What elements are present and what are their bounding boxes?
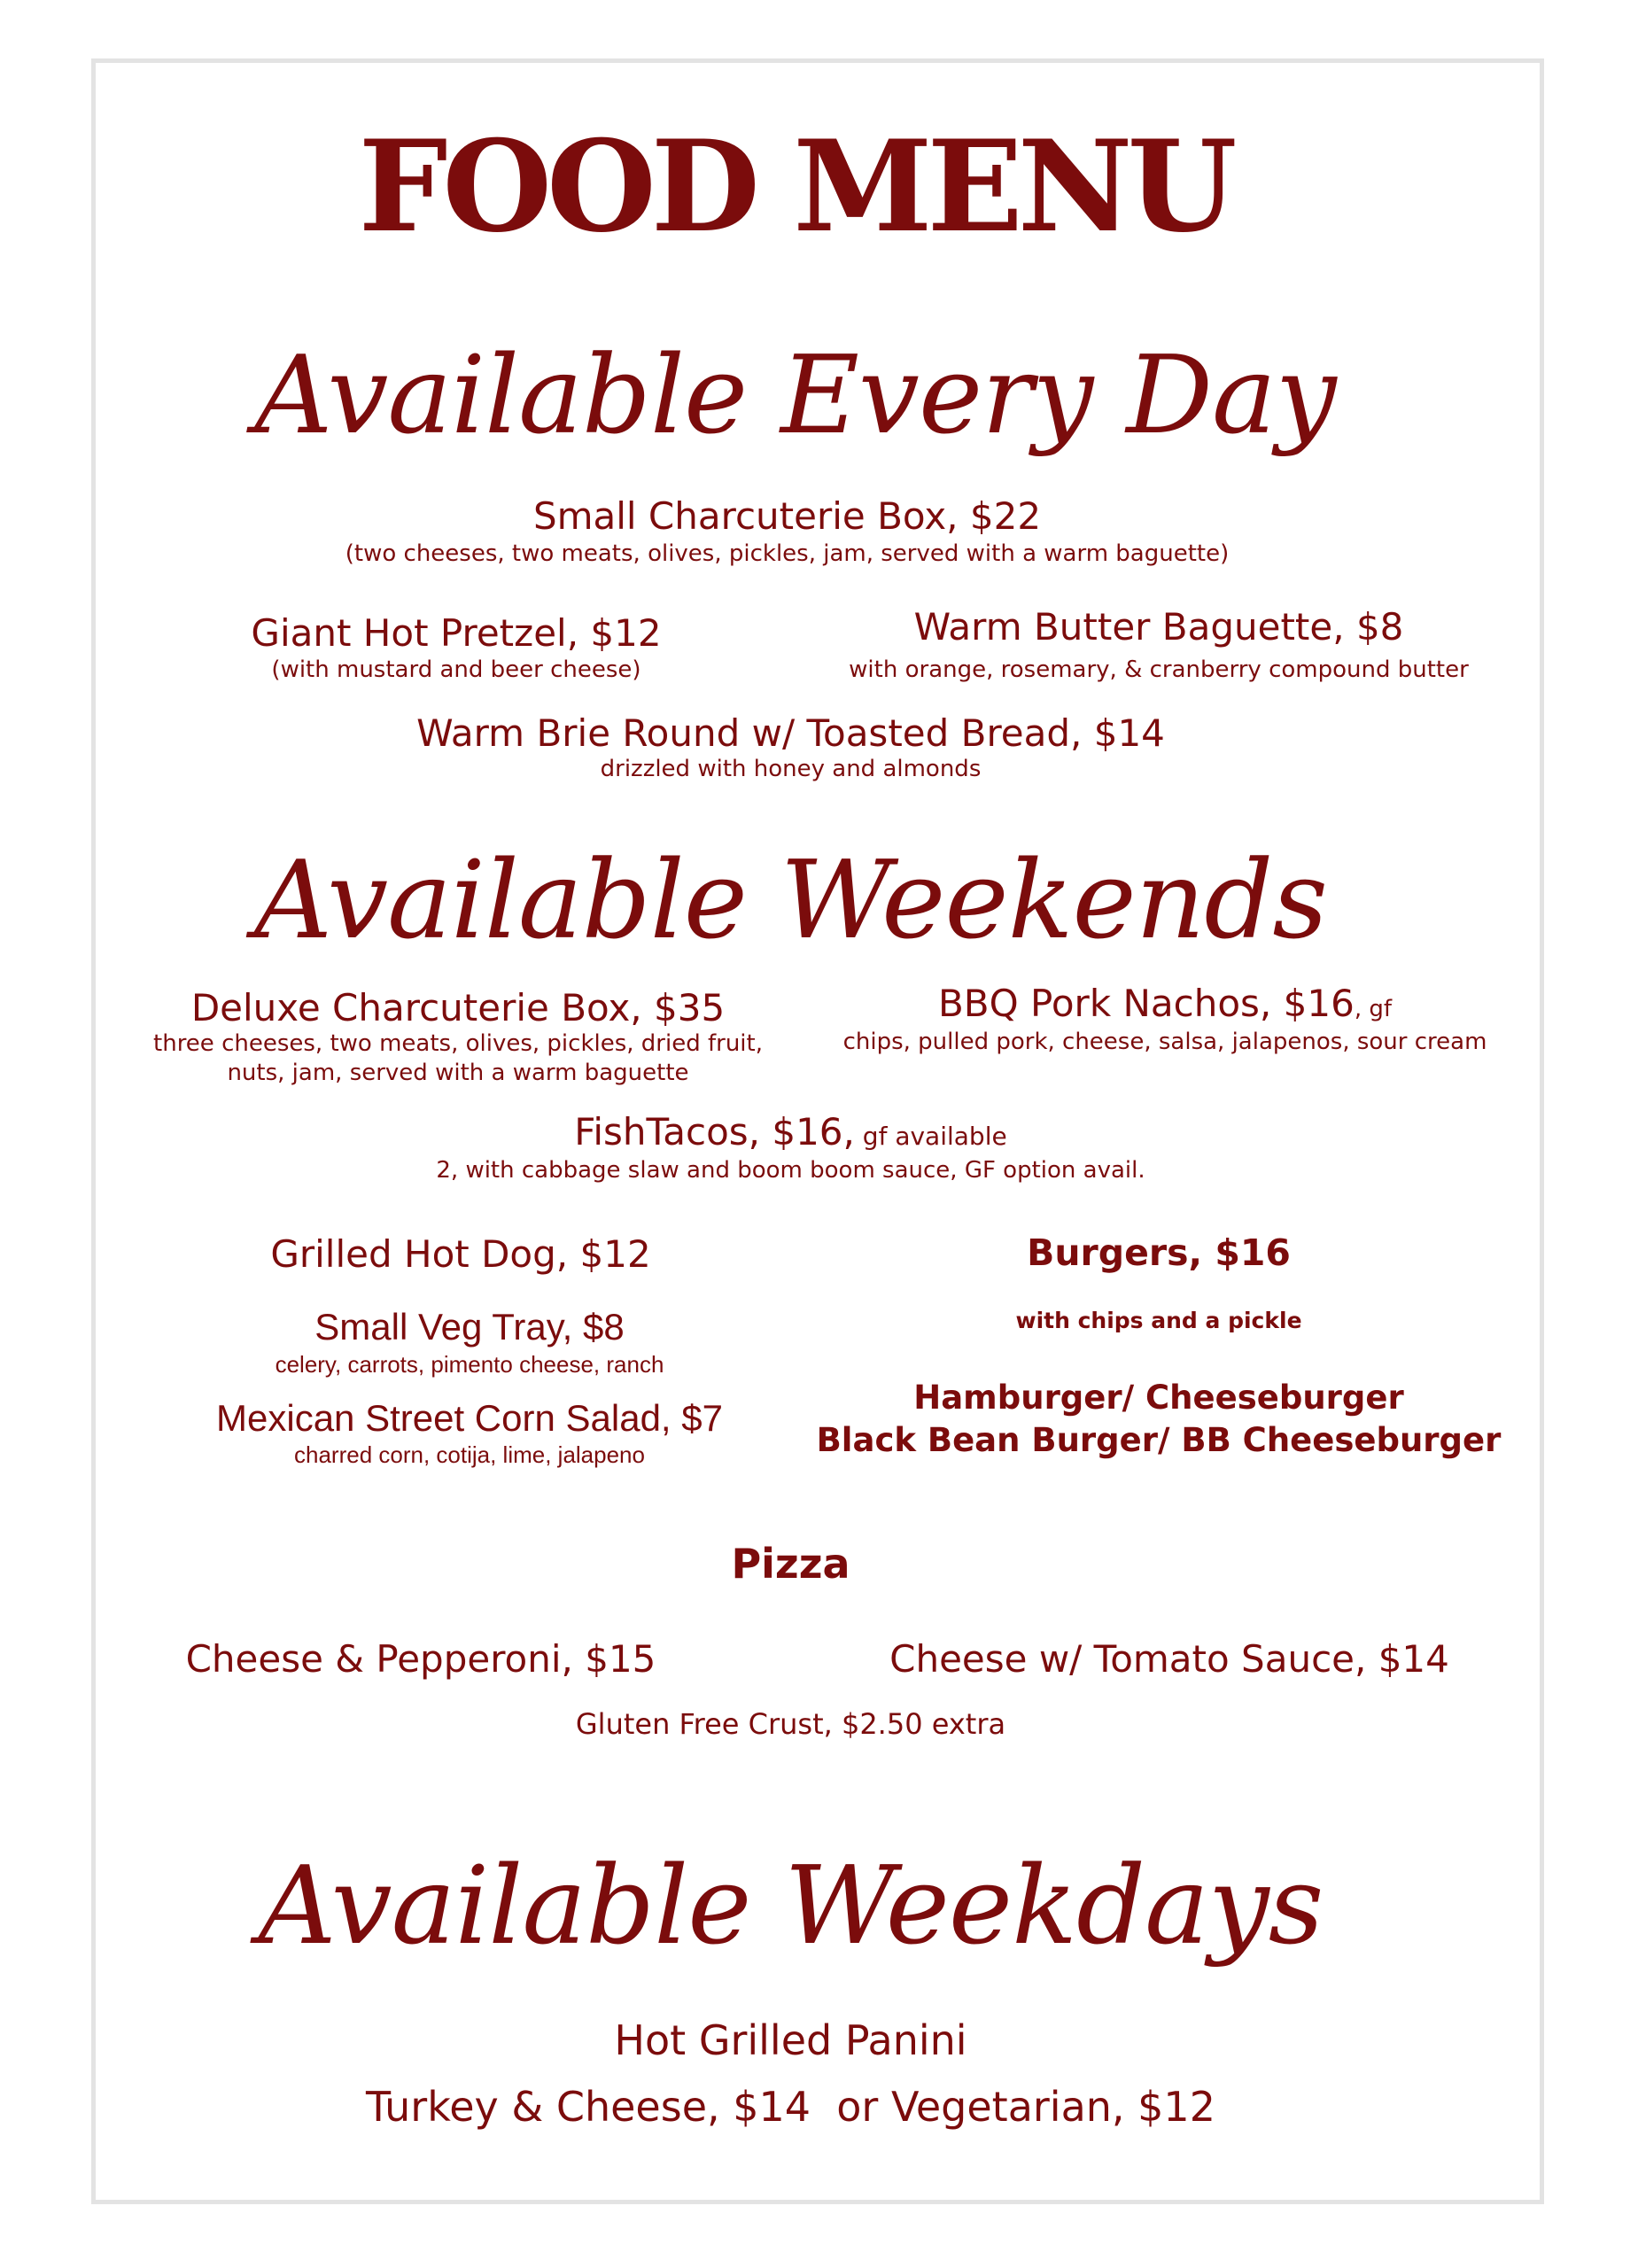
item-giant-hot-pretzel-desc: (with mustard and beer cheese) [271, 656, 641, 683]
item-small-charcuterie-box-desc: (two cheeses, two meats, olives, pickles, jam, served with a warm baguette) [345, 540, 1230, 567]
item-deluxe-charcuterie-box-desc-line1: three cheeses, two meats, olives, pickles, dried fruit, [153, 1030, 763, 1057]
item-mexican-street-corn-salad-desc: charred corn, cotija, lime, jalapeno [294, 1441, 645, 1468]
pizza-heading: Pizza [731, 1540, 850, 1588]
item-cheese-pepperoni-pizza: Cheese & Pepperoni, $15 [185, 1637, 656, 1681]
section-heading-weekdays: Available Weekdays [258, 1843, 1324, 1969]
item-bbq-pork-nachos-desc: chips, pulled pork, cheese, salsa, jalapenos, sour cream [842, 1029, 1487, 1055]
item-panini-options: Turkey & Cheese, $14 or Vegetarian, $12 [366, 2083, 1215, 2131]
item-small-veg-tray-desc: celery, carrots, pimento cheese, ranch [275, 1351, 664, 1378]
item-fish-tacos-name: FishTacos, $16, [574, 1110, 855, 1153]
item-small-charcuterie-box: Small Charcuterie Box, $22 [532, 494, 1042, 538]
item-bbq-pork-nachos-tag: , gf [1354, 996, 1392, 1022]
item-cheese-tomato-pizza: Cheese w/ Tomato Sauce, $14 [889, 1637, 1449, 1681]
item-bbq-pork-nachos-name: BBQ Pork Nachos, $16 [937, 982, 1355, 1025]
item-burgers: Burgers, $16 [1027, 1231, 1291, 1274]
item-giant-hot-pretzel: Giant Hot Pretzel, $12 [251, 611, 662, 655]
item-mexican-street-corn-salad: Mexican Street Corn Salad, $7 [216, 1397, 723, 1439]
item-grilled-hot-dog: Grilled Hot Dog, $12 [270, 1232, 651, 1276]
item-burgers-desc: with chips and a pickle [1015, 1308, 1302, 1333]
section-heading-weekends: Available Weekends [254, 837, 1327, 963]
item-burgers-line1: Hamburger/ Cheeseburger [913, 1379, 1404, 1417]
item-deluxe-charcuterie-box-desc-line2: nuts, jam, served with a warm baguette [227, 1060, 689, 1086]
item-fish-tacos-tag: gf available [854, 1122, 1007, 1151]
item-warm-brie-round-desc: drizzled with honey and almonds [600, 756, 982, 782]
menu-title: FOOD MENU [358, 113, 1232, 260]
item-warm-butter-baguette-desc: with orange, rosemary, & cranberry compound butter [849, 656, 1469, 683]
section-heading-every-day: Available Every Day [254, 332, 1336, 458]
item-hot-grilled-panini: Hot Grilled Panini [614, 2016, 967, 2064]
item-warm-brie-round: Warm Brie Round w/ Toasted Bread, $14 [416, 711, 1165, 755]
item-fish-tacos-desc: 2, with cabbage slaw and boom boom sauce, GF option avail. [436, 1157, 1145, 1184]
item-warm-butter-baguette: Warm Butter Baguette, $8 [913, 605, 1404, 649]
item-bbq-pork-nachos [811, 983, 1519, 1024]
item-deluxe-charcuterie-box: Deluxe Charcuterie Box, $35 [190, 986, 726, 1029]
item-burgers-line2: Black Bean Burger/ BB Cheeseburger [816, 1421, 1502, 1459]
item-fish-tacos [0, 1112, 1581, 1153]
item-small-veg-tray: Small Veg Tray, $8 [314, 1306, 625, 1348]
item-gluten-free-crust: Gluten Free Crust, $2.50 extra [575, 1707, 1006, 1741]
